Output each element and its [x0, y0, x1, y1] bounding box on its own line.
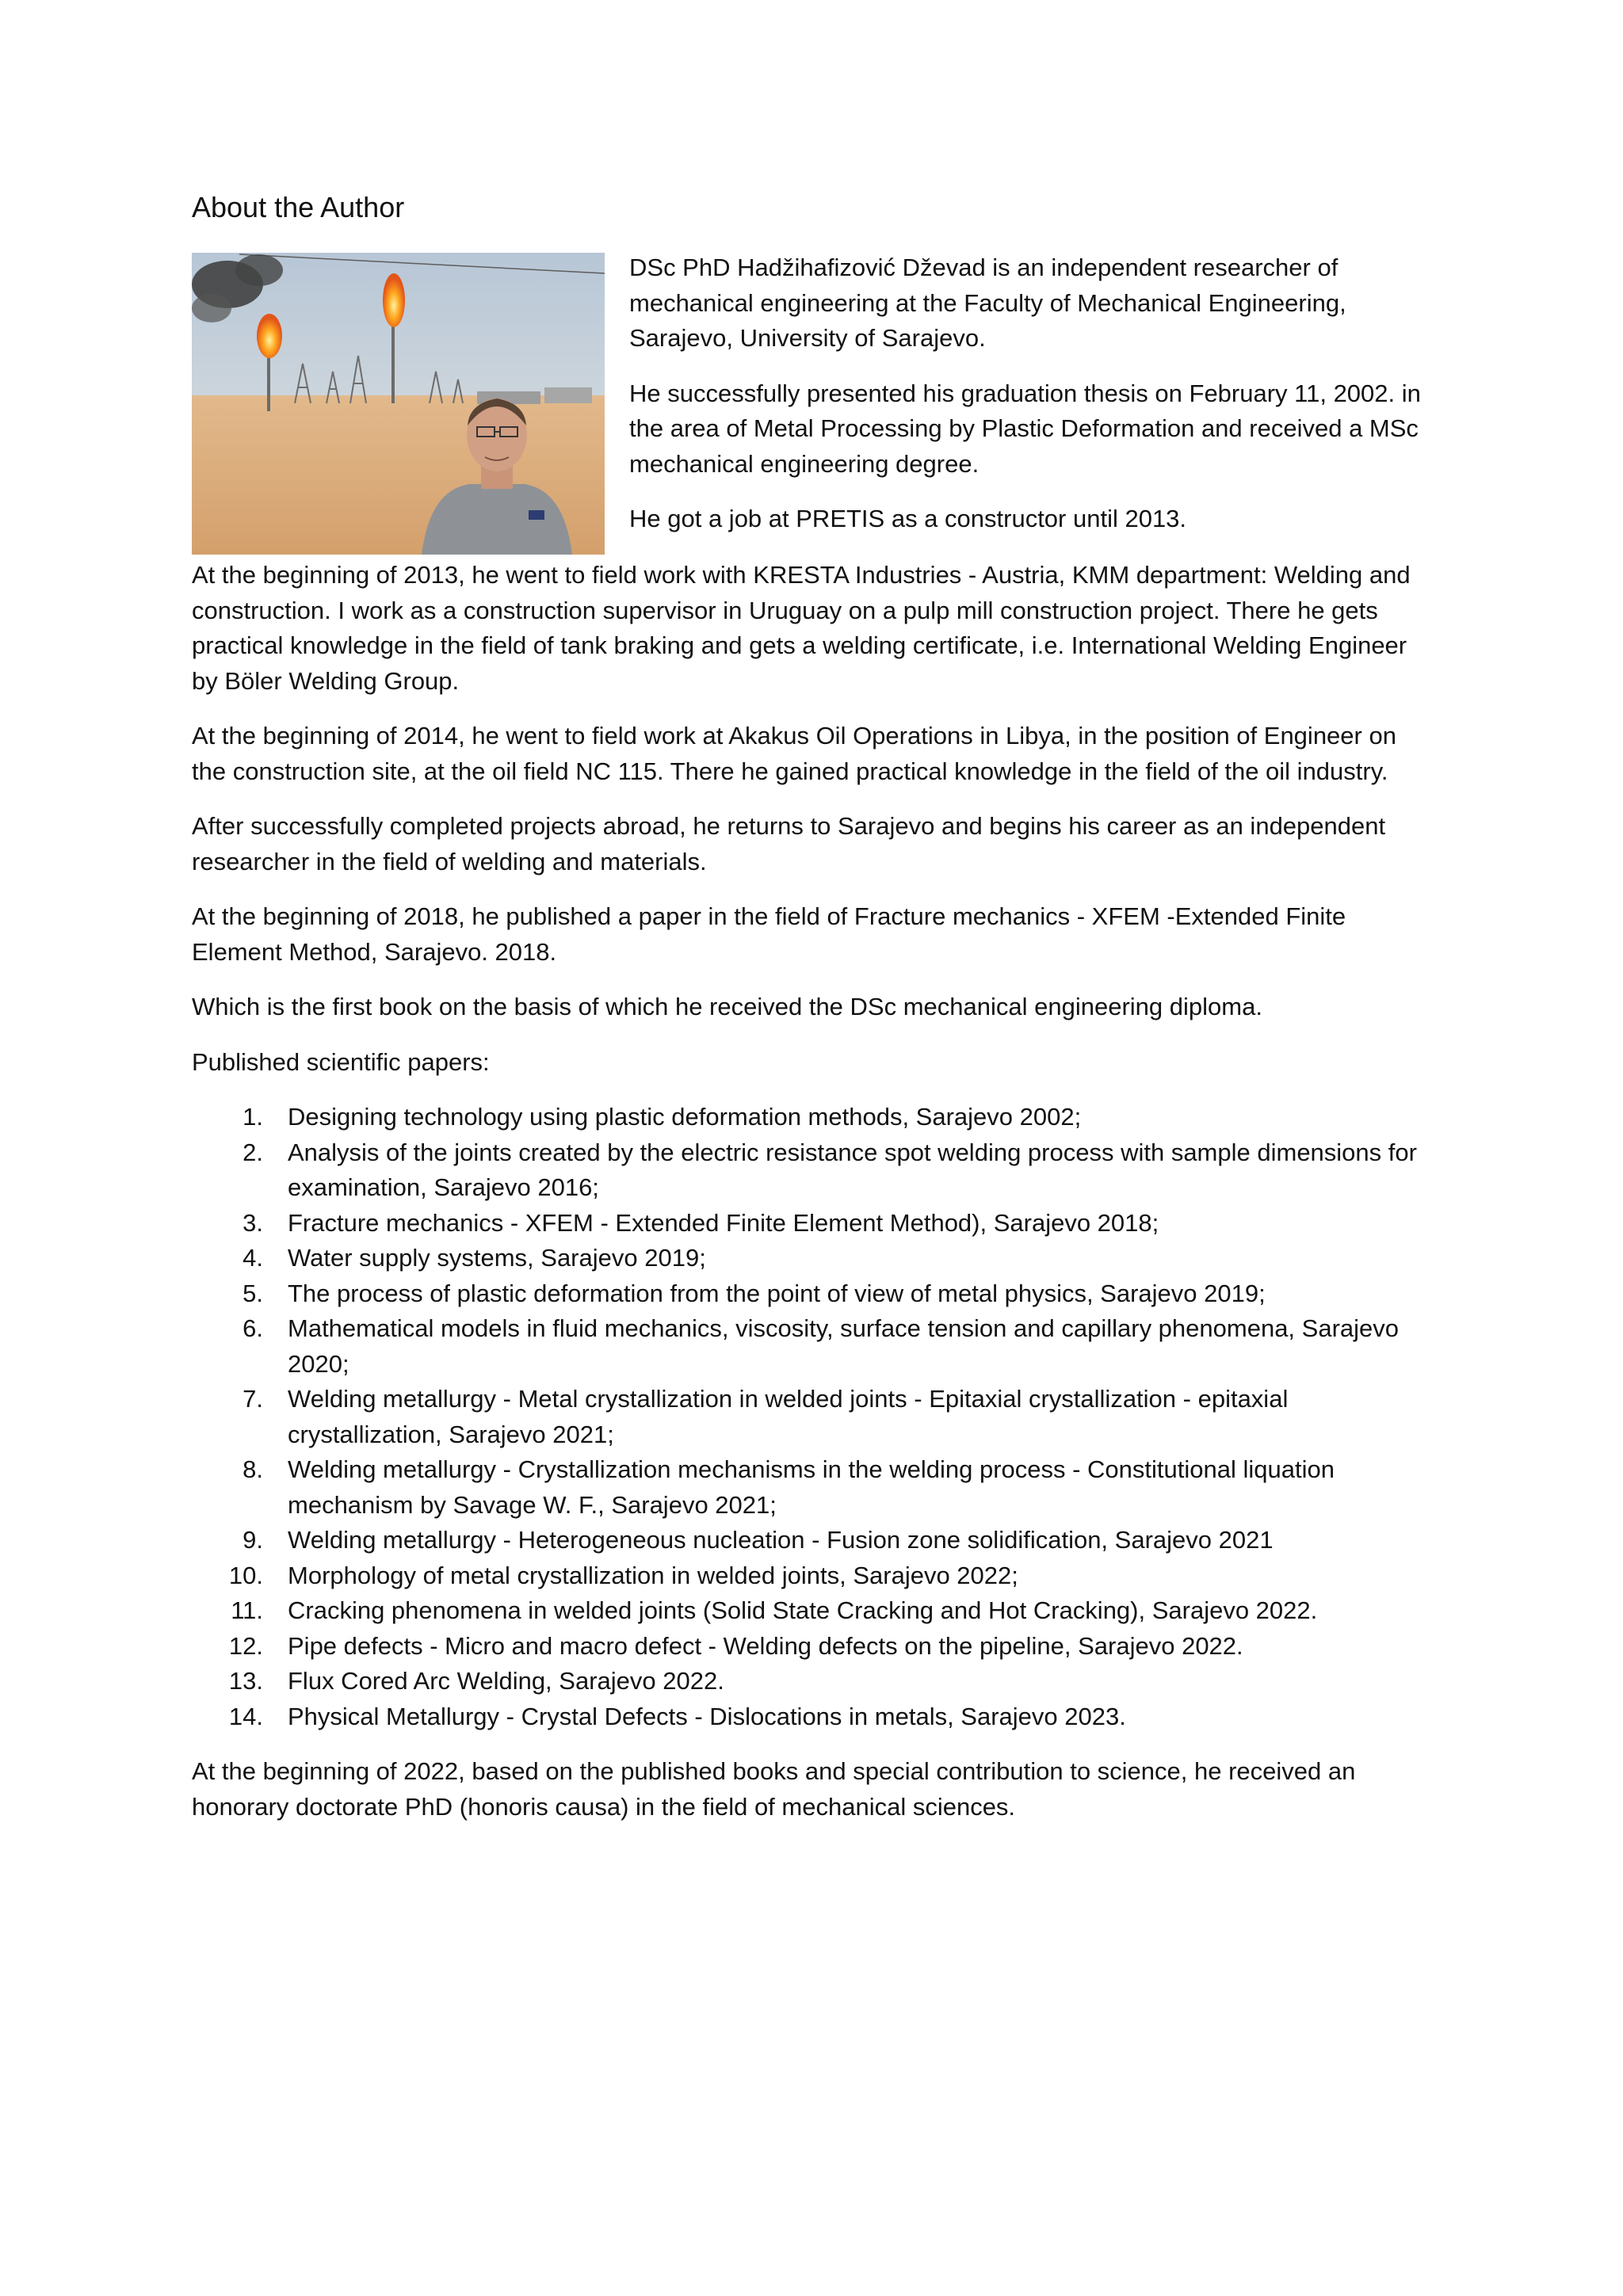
- list-item: [192, 1276, 1436, 1312]
- list-text: Cracking phenomena in welded joints (Solid State Cracking and Hot Cracking), Sarajevo 2022.: [288, 1596, 1318, 1624]
- list-item: [192, 1311, 1436, 1382]
- list-text: Welding metallurgy - Crystallization mechanisms in the welding process - Constitutional liquation mechanism by Savage W. F., Sarajevo 2021;: [288, 1455, 1335, 1519]
- list-number: 3.: [242, 1208, 263, 1237]
- list-number: 6.: [242, 1314, 263, 1342]
- body-paragraph: Which is the first book on the basis of which he received the DSc mechanical engineering diploma.: [192, 993, 1262, 1020]
- list-number: 5.: [242, 1279, 263, 1307]
- body-paragraph: After successfully completed projects abroad, he returns to Sarajevo and begins his career as an independent researcher in the field of welding and materials.: [192, 812, 1386, 875]
- list-text: Water supply systems, Sarajevo 2019;: [288, 1244, 706, 1272]
- intro-paragraph: He successfully presented his graduation thesis on February 11, 2002. in the area of Metal Processing by Plastic Deformation and received a MSc mechanical engineering degree.: [629, 379, 1421, 478]
- list-item: [192, 1558, 1436, 1594]
- list-item: [192, 1135, 1436, 1206]
- intro-paragraph: He got a job at PRETIS as a constructor until 2013.: [629, 505, 1187, 532]
- list-item: [192, 1523, 1436, 1558]
- list-item: [192, 1452, 1436, 1523]
- list-item: [192, 1241, 1436, 1276]
- papers-heading: Published scientific papers:: [192, 1047, 490, 1076]
- list-text: Fracture mechanics - XFEM - Extended Finite Element Method), Sarajevo 2018;: [288, 1208, 1159, 1237]
- list-item: [192, 1664, 1436, 1699]
- list-text: Pipe defects - Micro and macro defect - Welding defects on the pipeline, Sarajevo 2022.: [288, 1631, 1243, 1660]
- intro-text: [629, 250, 1430, 557]
- list-item: [192, 1206, 1436, 1241]
- list-text: Mathematical models in fluid mechanics, viscosity, surface tension and capillary phenomena, Sarajevo 2020;: [288, 1314, 1400, 1378]
- body-paragraph: At the beginning of 2014, he went to field work at Akakus Oil Operations in Libya, in the position of Engineer on the construction site, at the oil field NC 115. There he gained practical knowledge in the field of the oil industry.: [192, 722, 1396, 785]
- page-title: About the Author: [192, 191, 405, 223]
- list-item: [192, 1382, 1436, 1452]
- list-text: Designing technology using plastic deformation methods, Sarajevo 2002;: [288, 1103, 1082, 1131]
- list-number: 1.: [242, 1103, 263, 1131]
- list-number: 12.: [228, 1631, 263, 1660]
- closing-paragraph: At the beginning of 2022, based on the published books and special contribution to science, he received an honorary doctorate PhD (honoris causa) in the field of mechanical sciences.: [192, 1757, 1356, 1821]
- body-text: [192, 558, 1436, 1844]
- list-item: [192, 1629, 1436, 1665]
- list-item: [192, 1699, 1436, 1735]
- list-number: 10.: [228, 1561, 263, 1589]
- list-text: Welding metallurgy - Heterogeneous nucleation - Fusion zone solidification, Sarajevo 2021: [288, 1526, 1274, 1554]
- list-text: Welding metallurgy - Metal crystallization in welded joints - Epitaxial crystallization - epitaxial crystallization, Sarajevo 2021;: [288, 1385, 1289, 1448]
- body-paragraph: At the beginning of 2013, he went to field work with KRESTA Industries - Austria, KMM department: Welding and construction. I work as a construction supervisor in Uruguay on a pulp mill construction project. There he gets practical knowledge in the field of tank braking and gets a welding certificate, i.e. International Welding Engineer by Böler Welding Group.: [192, 561, 1411, 695]
- intro-paragraph: DSc PhD Hadžihafizović Dževad is an independent researcher of mechanical engineering at the Faculty of Mechanical Engineering, Sarajevo, University of Sarajevo.: [629, 254, 1346, 352]
- list-item: [192, 1593, 1436, 1629]
- list-number: 7.: [242, 1385, 263, 1413]
- list-number: 4.: [242, 1244, 263, 1272]
- list-item: [192, 1100, 1436, 1135]
- list-text: Physical Metallurgy - Crystal Defects - Dislocations in metals, Sarajevo 2023.: [288, 1702, 1126, 1730]
- body-paragraph: At the beginning of 2018, he published a paper in the field of Fracture mechanics - XFEM -Extended Finite Element Method, Sarajevo. 2018.: [192, 902, 1346, 966]
- list-text: Analysis of the joints created by the electric resistance spot welding process with sample dimensions for examination, Sarajevo 2016;: [288, 1138, 1417, 1201]
- list-text: Flux Cored Arc Welding, Sarajevo 2022.: [288, 1667, 724, 1695]
- list-number: 8.: [242, 1455, 263, 1483]
- papers-list: [192, 1100, 1436, 1734]
- list-text: Morphology of metal crystallization in welded joints, Sarajevo 2022;: [288, 1561, 1018, 1589]
- list-number: 14.: [228, 1702, 263, 1730]
- author-photo: [192, 253, 605, 555]
- list-number: 9.: [242, 1526, 263, 1554]
- list-number: 2.: [242, 1138, 263, 1166]
- list-number: 13.: [228, 1667, 263, 1695]
- list-number: 11.: [231, 1596, 263, 1624]
- list-text: The process of plastic deformation from the point of view of metal physics, Sarajevo 2019;: [288, 1279, 1266, 1307]
